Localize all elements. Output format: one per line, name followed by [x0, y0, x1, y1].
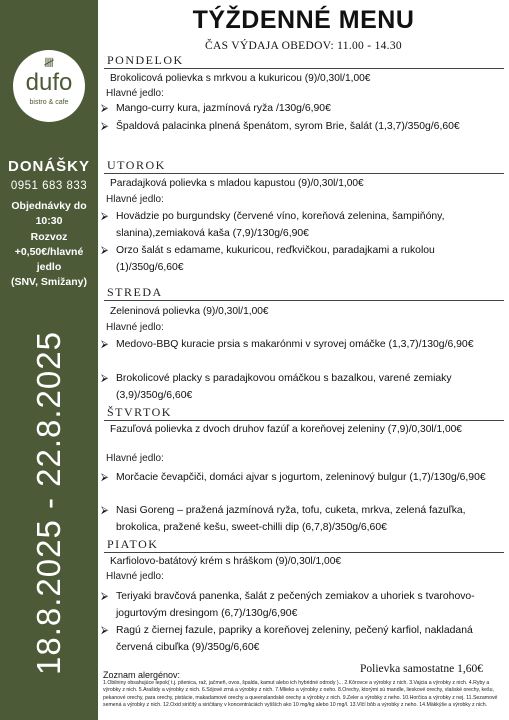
delivery-info-line: 10:30: [35, 215, 63, 228]
day-heading-wednesday: STREDA: [107, 285, 163, 299]
soup-thursday: Fazuľová polievka z dvoch druhov fazúľ a koreňovej zeleniny (7,9)/0,30l/1,00€: [110, 424, 462, 435]
arrow-icon: ⮚: [101, 339, 109, 350]
arrow-icon: ⮚: [101, 472, 109, 483]
day-heading-thursday: ŠTVRTOK: [107, 405, 172, 419]
arrow-icon: ⮚: [101, 591, 109, 602]
main-dish: [101, 100, 505, 117]
main-dish-text: Špaldová palacinka plnená špenátom, syrom Brie, šalát (1,3,7)/350g/6,60€: [116, 121, 460, 132]
date-range: 18.8.2025 - 22.8.2025: [30, 331, 67, 675]
delivery-info: [2, 199, 96, 291]
main-dish-text: Mango-curry kura, jazmínová ryža /130g/6,90€: [116, 103, 331, 114]
main-dish: [101, 336, 505, 353]
delivery-info-line: (SNV, Smižany): [10, 276, 88, 289]
day-divider: [104, 68, 504, 69]
delivery-info-line: Rozvoz: [30, 230, 68, 243]
main-dish: [101, 502, 505, 536]
main-label: Hlavné jedlo:: [106, 571, 164, 582]
soup-tuesday: Paradajková polievka s mladou kapustou (9)/0,30l/1,00€: [110, 178, 364, 189]
soup-monday: Brokolicová polievka s mrkvou a kukuricou (9)/0,30l/1,00€: [110, 73, 371, 84]
arrow-icon: ⮚: [101, 211, 109, 222]
delivery-info-line: jedlo: [36, 261, 62, 274]
arrow-icon: ⮚: [101, 625, 109, 636]
main-dish-text: Teriyaki bravčová panenka, šalát z pečených zemiakov a uhoriek s tvarohovo-jogurtovým dresingom (6,7)/130g/6,90€: [116, 591, 475, 619]
arrow-icon: ⮚: [101, 121, 109, 132]
main-dish-text: Morčacie čevapčiči, domáci ajvar s jogurtom, zeleninový bulgur (1,7)/130g/6,90€: [116, 472, 486, 483]
main-dish-text: Medovo-BBQ kuracie prsia s makarónmi v syrovej omáčke (1,3,7)/130g/6,90€: [116, 339, 474, 350]
main-dish-text: Ragú z čiernej fazule, papriky a koreňovej zeleniny, pečený karfiol, nakladaná červená cibuľka (9)/350g/6,60€: [116, 625, 473, 653]
soup-wednesday: Zeleninová polievka (9)/0,30l/1,00€: [110, 306, 269, 317]
main-dish-text: Brokolicové placky s paradajkovou omáčkou s bazalkou, varené zemiaky (3,9)/350g/6,60€: [116, 373, 452, 401]
day-heading-monday: PONDELOK: [107, 53, 184, 67]
day-heading-friday: PIATOK: [107, 537, 159, 551]
delivery-phone[interactable]: 0951 683 833: [10, 180, 88, 192]
main-dish: [101, 208, 505, 242]
main-label: Hlavné jedlo:: [106, 453, 164, 464]
arrow-icon: ⮚: [101, 505, 109, 516]
logo-word: dufo: [25, 69, 73, 96]
allergen-title: Zoznam alergénov:: [103, 670, 181, 680]
main-dish: [101, 370, 505, 404]
main-dish-text: Nasi Goreng – pražená jazmínová ryža, tofu, cuketa, mrkva, zelená fazuľka, brokolica, pražené kešu, sweet-chilli dip (6,7,8)/350g/6,60€: [116, 505, 466, 533]
soup-friday: Karfiolovo-batátový krém s hráškom (9)/0,30l/1,00€: [110, 556, 342, 567]
day-divider: [104, 300, 504, 301]
cutlery-icon: 𝍸: [43, 55, 55, 70]
main-dish-text: Hovädzie po burgundsky (červené víno, koreňová zelenina, šampiňóny, slanina),zemiaková kaša (7,9)/130g/6,90€: [116, 211, 445, 239]
day-divider: [104, 552, 504, 553]
delivery-info-line: Objednávky do: [11, 200, 87, 212]
day-heading-tuesday: UTOROK: [107, 158, 166, 172]
allergen-list: 1.Obilniny obsahujúce lepok( t.j. pšenica, raž, jačmeň, ovos, špalda, kamut alebo ich hybridné odrody )... 2.Kôrovce a výrobky z nich. 3.Vajcia a výrobky z nich. 4.Ryby a výrobky z nich. 5.Arašidy a výrobky z nich. 6.Sójové zrná a výrobky z nich. 7.Mlieko a výrobky z neho. 8.Orechy, ktorými sú mandle, lieskové orechy, vlašské orechy, kešu, pekanové orechy, para orechy, pistácie, makadamové orechy a queenslandské orechy a výrobky z nich. 9.Zeler a výrobky z neho. 10.Horčica a výrobky z nej. 11.Sezamové semená a výrobky z nich. 12.Oxid siričitý a siričitany v koncentráciách vyšších ako 10 mg/kg alebo 10 mg/l. 13.Vlčí bôb a výrobky z neho. 14.Mäkkýše a výrobky z nich.: [103, 680, 498, 708]
delivery-info-line: +0,50€/hlavné: [14, 245, 84, 258]
main-dish-text: Orzo šalát s edamame, kukuricou, reďkvičkou, paradajkami a rukolou (1)/350g/6,60€: [116, 245, 435, 273]
main-label: Hlavné jedlo:: [106, 88, 164, 99]
main-dish: [101, 469, 505, 486]
main-dish: [101, 242, 505, 276]
main-dish: [101, 118, 505, 135]
main-dish: [101, 588, 505, 622]
serving-time: ČAS VÝDAJA OBEDOV: 11.00 - 14.30: [205, 40, 402, 52]
main-label: Hlavné jedlo:: [106, 194, 164, 205]
day-divider: [104, 173, 504, 174]
day-divider: [104, 420, 504, 421]
arrow-icon: ⮚: [101, 103, 109, 114]
arrow-icon: ⮚: [101, 245, 109, 256]
main-dish: [101, 622, 505, 656]
arrow-icon: ⮚: [101, 373, 109, 384]
soup-standalone-price: Polievka samostatne 1,60€: [360, 663, 483, 675]
sidebar: [0, 0, 98, 720]
delivery-title: DONÁŠKY: [7, 158, 90, 175]
main-label: Hlavné jedlo:: [106, 322, 164, 333]
logo: [13, 50, 85, 122]
logo-subtitle: bistro & cafe: [29, 99, 69, 106]
page-title: TÝŽDENNÉ MENU: [192, 6, 415, 34]
